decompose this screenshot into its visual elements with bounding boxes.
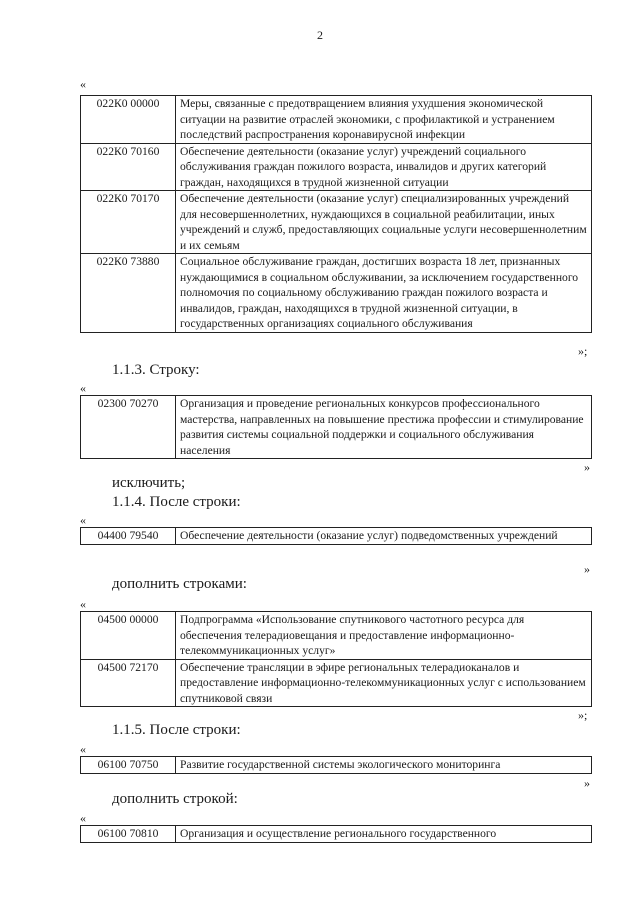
code-description: Обеспечение деятельности (оказание услуг) подведомственных учреждений xyxy=(176,528,592,545)
budget-code: 02300 70270 xyxy=(81,396,176,459)
budget-code-table xyxy=(80,756,592,774)
budget-code-table xyxy=(80,95,592,333)
table-row xyxy=(81,826,592,843)
budget-code: 022К0 70160 xyxy=(81,143,176,191)
open-quote: « xyxy=(80,742,86,756)
open-quote: « xyxy=(80,77,86,91)
close-quote: »; xyxy=(578,708,588,722)
open-quote: « xyxy=(80,513,86,527)
code-description: Социальное обслуживание граждан, достигших возраста 18 лет, признанных нуждающимися в социальном обслуживании, за исключением государственного полномочия по социальному обслуживанию граждан пожилого возраста и инвалидов, граждан, находящихся в трудной жизненной ситуации, в государственных организациях социального обслуживания xyxy=(176,254,592,333)
budget-code: 04500 72170 xyxy=(81,659,176,707)
close-quote: » xyxy=(584,776,590,790)
code-description: Развитие государственной системы экологического мониторинга xyxy=(176,757,592,774)
code-description: Меры, связанные с предотвращением влияния ухудшения экономической ситуации на развитие отраслей экономики, с профилактикой и устранением последствий распространения коронавирусной инфекции xyxy=(176,96,592,144)
paragraph-1-1-3: 1.1.3. Строку: xyxy=(112,362,200,378)
budget-code: 06100 70810 xyxy=(81,826,176,843)
table-row xyxy=(81,528,592,545)
table-row xyxy=(81,96,592,144)
table-row xyxy=(81,254,592,333)
open-quote: « xyxy=(80,381,86,395)
budget-code-table xyxy=(80,527,592,545)
close-quote: »; xyxy=(578,344,588,358)
table-row xyxy=(81,191,592,254)
budget-code: 06100 70750 xyxy=(81,757,176,774)
code-description: Подпрограмма «Использование спутникового частотного ресурса для обеспечения телерадиовещания и предоставление информационно-телекоммуникационных услуг» xyxy=(176,612,592,660)
table-row xyxy=(81,659,592,707)
budget-code: 022К0 70170 xyxy=(81,191,176,254)
code-description: Обеспечение трансляции в эфире региональных телерадиоканалов и предоставление информационно-телекоммуникационных услуг с использованием спутниковой связи xyxy=(176,659,592,707)
budget-code: 022К0 73880 xyxy=(81,254,176,333)
table-row xyxy=(81,757,592,774)
paragraph-add-rows: дополнить строками: xyxy=(112,576,247,592)
table-row xyxy=(81,396,592,459)
paragraph-1-1-5: 1.1.5. После строки: xyxy=(112,722,241,738)
table-row xyxy=(81,143,592,191)
table-row xyxy=(81,612,592,660)
close-quote: » xyxy=(584,562,590,576)
budget-code-table xyxy=(80,395,592,459)
close-quote: » xyxy=(584,460,590,474)
open-quote: « xyxy=(80,811,86,825)
budget-code-table xyxy=(80,611,592,707)
budget-code: 04400 79540 xyxy=(81,528,176,545)
page-number: 2 xyxy=(317,28,323,42)
code-description: Организация и проведение региональных конкурсов профессионального мастерства, направленных на повышение престижа профессии и стимулирование развития системы социальной поддержки и социального обслуживания населения xyxy=(176,396,592,459)
budget-code: 022К0 00000 xyxy=(81,96,176,144)
open-quote: « xyxy=(80,597,86,611)
code-description: Обеспечение деятельности (оказание услуг) специализированных учреждений для несовершеннолетних, нуждающихся в социальной реабилитации, иных учреждений и служб, предоставляющих социальные услуги несовершеннолетним и их семьям xyxy=(176,191,592,254)
budget-code-table xyxy=(80,825,592,843)
paragraph-1-1-4: 1.1.4. После строки: xyxy=(112,494,241,510)
code-description: Организация и осуществление регионального государственного xyxy=(176,826,592,843)
paragraph-exclude: исключить; xyxy=(112,475,186,491)
budget-code: 04500 00000 xyxy=(81,612,176,660)
code-description: Обеспечение деятельности (оказание услуг) учреждений социального обслуживания граждан пожилого возраста, инвалидов и других категорий граждан, находящихся в трудной жизненной ситуации xyxy=(176,143,592,191)
paragraph-add-row: дополнить строкой: xyxy=(112,791,238,807)
